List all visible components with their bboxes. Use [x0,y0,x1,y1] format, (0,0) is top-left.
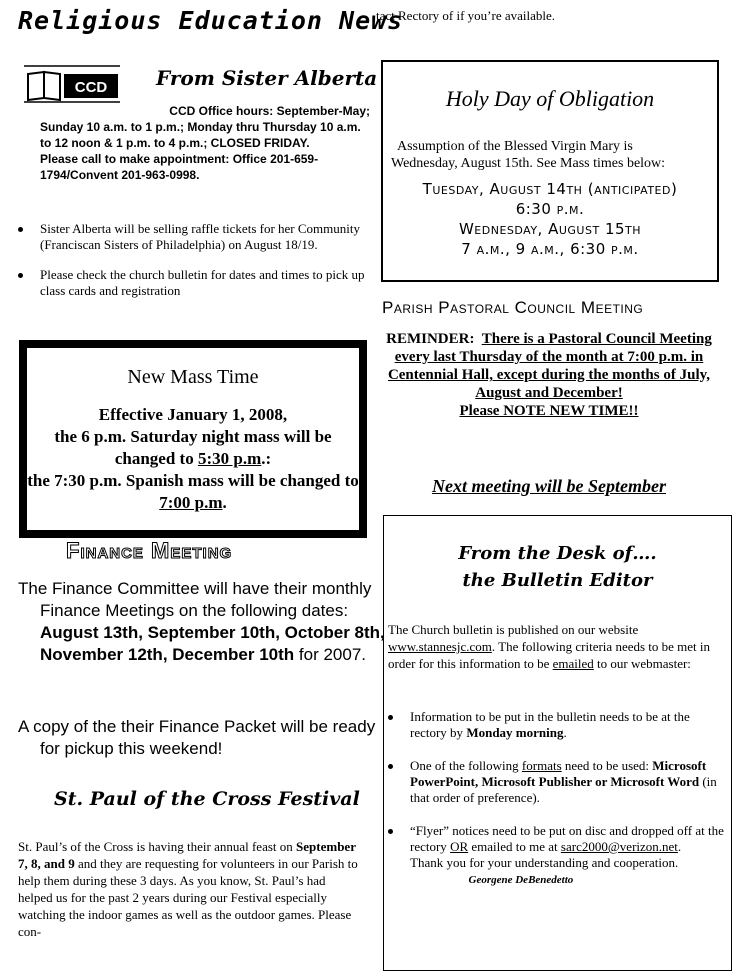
st-paul-festival-text [18,838,363,940]
list-item-text: Please check the church bulletin for dates and times to pick up class cards and registration [40,267,365,298]
finance-text: for 2007. [298,645,366,664]
punctuation: . [563,725,567,740]
mass-time-label: Wednesday, August 15th [458,220,642,238]
reminder-text: There is a Pastoral Council Meeting every last Thursday of the month at 7:00 p.m. in Centennial Hall, except during the months of July, August and December! [387,331,712,401]
criteria-deadline: Monday morning [466,725,564,740]
new-mass-time-title: New Mass Time [127,366,259,388]
list-item [388,709,727,741]
intro-text: The Church bulletin is published on our website [388,622,639,637]
editor-signature: Georgene DeBenedetto [468,874,574,886]
holy-day-text-line2: Wednesday, August 15th. See Mass times below: [391,156,666,171]
editor-title-line1: From the Desk of…. [458,543,657,564]
sister-alberta-list [18,221,370,313]
finance-packet-note: A copy of the their Finance Packet will be ready for pickup this weekend! [18,717,376,758]
emailed-word: emailed [552,656,594,671]
editor-title-line2: the Bulletin Editor [462,570,653,591]
finance-dates: August 13th, September 10th, October 8th, November 12th, December 10th [40,623,385,664]
intro-text: to our webmaster: [597,656,691,671]
formats-word: formats [521,758,562,773]
criteria-text: Information to be put in the bulletin needs to be at the rectory by [410,709,690,740]
list-item [388,758,727,806]
bulletin-editor-intro [388,621,727,672]
finance-meeting-title: Finance Meeting [66,538,233,563]
criteria-text: “Flyer” notices need to be put on disc and dropped off at the rectory [410,823,724,854]
holy-day-title: Holy Day of Obligation [445,86,655,111]
newsletter-title: Religious Education News [18,6,404,35]
list-item [18,221,370,253]
list-item-text: Sister Alberta will be selling raffle tickets for her Community (Franciscan Sisters of Philadelphia) on August 18/19. [40,221,360,252]
change-text: the 7:30 p.m. Spanish mass will be changed to [27,471,359,490]
or-word: OR [450,839,469,854]
list-item [18,267,370,299]
reminder-note: Please NOTE NEW TIME!! [459,403,639,419]
reminder-label: REMINDER: [386,331,475,347]
new-time: 7:00 p.m [159,493,223,512]
bullet-icon [18,273,23,278]
ccd-logo-icon [24,64,120,104]
criteria-text: emailed to me at [471,839,558,854]
st-paul-festival-title: St. Paul of the Cross Festival [54,788,360,810]
festival-text: and they are requesting for volunteers in our Parish to help them during these 3 days. As you know, St. Paul’s had helped us for the past 2 years during our Festival especially watching the indoor games as well as the outdoor games. Please con- [18,856,358,939]
change-text: the 6 p.m. Saturday night mass will be changed to [54,427,332,468]
bulletin-editor-box [383,515,732,971]
mass-time-value: 7 a.m., 9 a.m., 6:30 p.m. [461,240,639,258]
festival-dates: September 7, 8, and 9 [18,839,356,871]
holy-day-text-line1: Assumption of the Blessed Virgin Mary is [397,139,633,154]
holy-day-mass-times [383,179,717,259]
criteria-formats: Microsoft PowerPoint, Microsoft Publisher or Microsoft Word [410,758,707,789]
festival-text: St. Paul’s of the Cross is having their annual feast on [18,839,293,854]
ccd-office-hours [40,103,370,183]
pastoral-council-reminder [376,330,722,420]
new-mass-time-box [19,340,367,538]
finance-paragraph [18,578,392,666]
bullet-icon [388,764,393,769]
email-link[interactable]: sarc2000@verizon.net [560,839,678,854]
criteria-text: (in that order of preference). [410,774,717,805]
punctuation: .: [261,449,272,468]
bulletin-criteria-list [388,709,727,905]
mass-time-value: 6:30 p.m. [515,200,585,218]
continued-text: tact Rectory of if you’re available. [376,8,556,23]
criteria-text: need to be used: [564,758,650,773]
holy-day-box [381,60,719,282]
list-item [388,823,727,888]
spanish-mass-change [27,470,359,514]
effective-date: Effective January 1, 2008, [98,405,288,424]
pastoral-council-title: Parish Pastoral Council Meeting [382,298,644,317]
saturday-mass-change [27,426,359,470]
bulletin-editor-title [384,540,731,594]
criteria-text: One of the following [410,758,519,773]
punctuation: . [222,493,227,512]
mass-time-label: Tuesday, August 14th (anticipated) [422,180,678,198]
bullet-icon [388,715,393,720]
new-time: 5:30 p.m [197,449,262,468]
next-meeting-note: Next meeting will be September [432,476,666,496]
ccd-appointment: Please call to make appointment: Office 201-659-1794/Convent 201-963-0998. [40,152,319,182]
intro-text: . The following criteria needs to be met in order for this information to be [388,639,711,671]
section-title-sister-alberta: From Sister Alberta [156,66,378,90]
new-mass-time-text [27,404,359,514]
finance-text: The Finance Committee will have their monthly Finance Meetings on the following dates: [18,579,372,620]
bullet-icon [18,227,23,232]
ccd-logo-text: CCD [74,79,108,96]
ccd-hours-rest: Sunday 10 a.m. to 1 p.m.; Monday thru Thursday 10 a.m. to 12 noon & 1 p.m. to 4 p.m.; CLOSED FRIDAY. [40,120,361,150]
bullet-icon [388,829,393,834]
holy-day-text [391,138,711,172]
thanks-text: Thank you for your understanding and cooperation. [410,855,679,870]
punctuation: . [677,839,682,854]
website-link[interactable]: www.stannesjc.com [388,639,492,654]
ccd-hours-line1: CCD Office hours: September-May; [169,104,370,118]
